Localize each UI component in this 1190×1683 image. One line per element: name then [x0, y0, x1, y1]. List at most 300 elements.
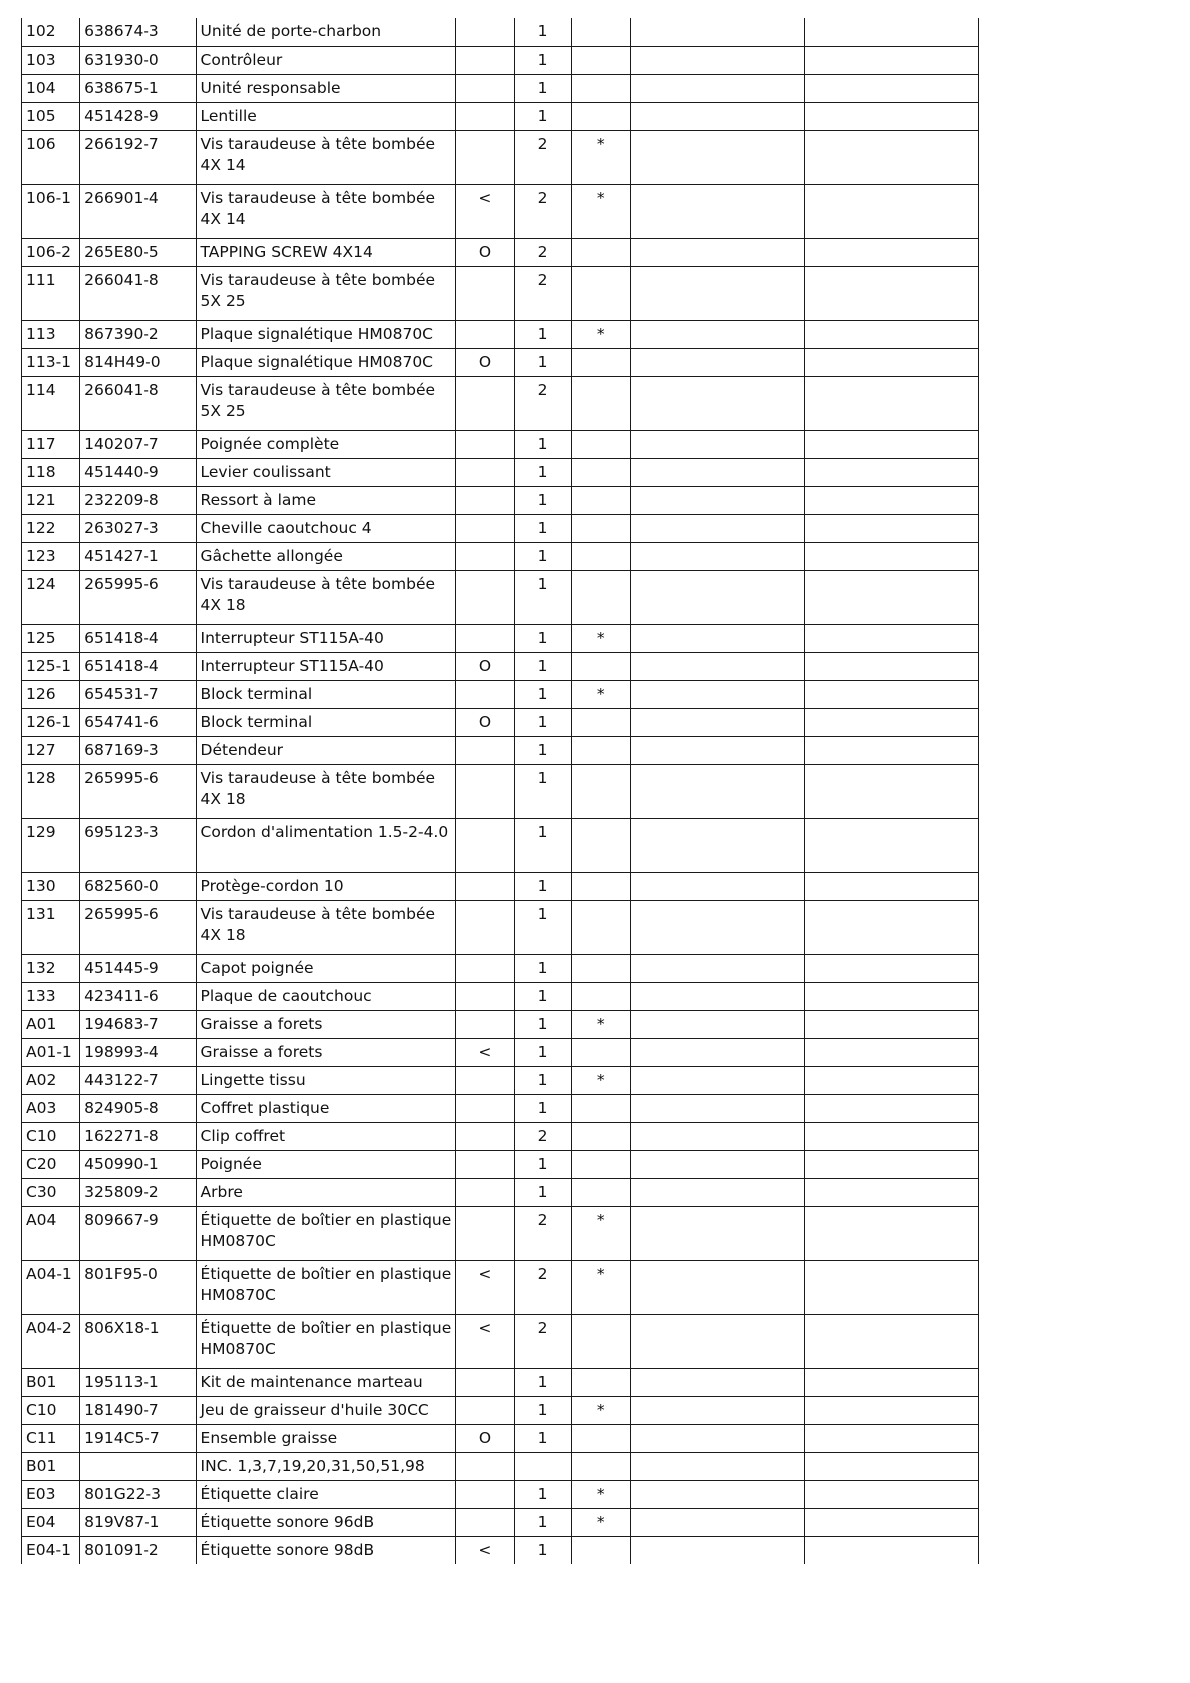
quantity-cell: 1	[514, 764, 571, 818]
quantity-cell: 2	[514, 1260, 571, 1314]
empty-cell	[805, 1424, 979, 1452]
part-number-cell: 265995-6	[80, 570, 196, 624]
note-mark-cell	[571, 954, 630, 982]
change-mark-cell: O	[456, 238, 514, 266]
empty-cell	[805, 954, 979, 982]
change-mark-cell	[456, 900, 514, 954]
note-mark-cell: *	[571, 1508, 630, 1536]
note-mark-cell: *	[571, 1206, 630, 1260]
empty-cell	[630, 1094, 805, 1122]
empty-cell	[805, 1122, 979, 1150]
note-mark-cell	[571, 1368, 630, 1396]
description-cell: Coffret plastique	[196, 1094, 456, 1122]
empty-cell	[805, 1094, 979, 1122]
empty-cell	[805, 764, 979, 818]
table-row	[22, 1150, 979, 1178]
change-mark-cell	[456, 1368, 514, 1396]
table-row	[22, 1396, 979, 1424]
empty-cell	[630, 872, 805, 900]
quantity-cell: 1	[514, 542, 571, 570]
ref-cell: 126-1	[22, 708, 80, 736]
quantity-cell: 1	[514, 74, 571, 102]
table-row	[22, 320, 979, 348]
empty-cell	[805, 1368, 979, 1396]
ref-cell: 133	[22, 982, 80, 1010]
empty-cell	[805, 238, 979, 266]
table-row	[22, 570, 979, 624]
ref-cell: 113	[22, 320, 80, 348]
description-cell: TAPPING SCREW 4X14	[196, 238, 456, 266]
description-cell: Cheville caoutchouc 4	[196, 514, 456, 542]
note-mark-cell	[571, 266, 630, 320]
empty-cell	[805, 1452, 979, 1480]
part-number-cell: 801091-2	[80, 1536, 196, 1564]
change-mark-cell: <	[456, 1260, 514, 1314]
quantity-cell: 2	[514, 376, 571, 430]
change-mark-cell	[456, 680, 514, 708]
description-cell: Étiquette de boîtier en plastique HM0870C	[196, 1314, 456, 1368]
table-row	[22, 1536, 979, 1564]
part-number-cell: 162271-8	[80, 1122, 196, 1150]
ref-cell: B01	[22, 1368, 80, 1396]
note-mark-cell: *	[571, 1480, 630, 1508]
empty-cell	[630, 954, 805, 982]
empty-cell	[630, 238, 805, 266]
change-mark-cell	[456, 1094, 514, 1122]
description-cell: Plaque signalétique HM0870C	[196, 348, 456, 376]
change-mark-cell: <	[456, 184, 514, 238]
quantity-cell: 1	[514, 900, 571, 954]
part-number-cell: 266901-4	[80, 184, 196, 238]
quantity-cell: 1	[514, 1424, 571, 1452]
empty-cell	[805, 542, 979, 570]
quantity-cell: 2	[514, 266, 571, 320]
note-mark-cell	[571, 238, 630, 266]
quantity-cell: 1	[514, 514, 571, 542]
change-mark-cell	[456, 872, 514, 900]
ref-cell: B01	[22, 1452, 80, 1480]
table-row	[22, 1178, 979, 1206]
part-number-cell: 325809-2	[80, 1178, 196, 1206]
ref-cell: 128	[22, 764, 80, 818]
description-cell: Unité responsable	[196, 74, 456, 102]
table-row	[22, 1066, 979, 1094]
change-mark-cell	[456, 1396, 514, 1424]
ref-cell: A04	[22, 1206, 80, 1260]
empty-cell	[805, 1314, 979, 1368]
empty-cell	[630, 1038, 805, 1066]
empty-cell	[630, 708, 805, 736]
empty-cell	[805, 1508, 979, 1536]
table-row	[22, 46, 979, 74]
quantity-cell: 2	[514, 238, 571, 266]
empty-cell	[630, 1480, 805, 1508]
quantity-cell: 1	[514, 1480, 571, 1508]
ref-cell: 132	[22, 954, 80, 982]
table-row	[22, 458, 979, 486]
part-number-cell: 654531-7	[80, 680, 196, 708]
ref-cell: C10	[22, 1122, 80, 1150]
empty-cell	[805, 1260, 979, 1314]
table-row	[22, 1368, 979, 1396]
table-row	[22, 430, 979, 458]
description-cell: Contrôleur	[196, 46, 456, 74]
part-number-cell: 265995-6	[80, 900, 196, 954]
quantity-cell: 1	[514, 1536, 571, 1564]
ref-cell: 122	[22, 514, 80, 542]
empty-cell	[805, 130, 979, 184]
part-number-cell: 801G22-3	[80, 1480, 196, 1508]
description-cell: Vis taraudeuse à tête bombée 4X 14	[196, 184, 456, 238]
table-row	[22, 764, 979, 818]
empty-cell	[630, 320, 805, 348]
part-number-cell: 423411-6	[80, 982, 196, 1010]
ref-cell: 106	[22, 130, 80, 184]
quantity-cell: 2	[514, 184, 571, 238]
note-mark-cell	[571, 46, 630, 74]
empty-cell	[630, 74, 805, 102]
change-mark-cell	[456, 982, 514, 1010]
note-mark-cell: *	[571, 1066, 630, 1094]
change-mark-cell	[456, 624, 514, 652]
empty-cell	[805, 1150, 979, 1178]
empty-cell	[805, 514, 979, 542]
description-cell: Graisse a forets	[196, 1038, 456, 1066]
note-mark-cell	[571, 348, 630, 376]
note-mark-cell: *	[571, 184, 630, 238]
table-row	[22, 266, 979, 320]
empty-cell	[630, 982, 805, 1010]
part-number-cell: 654741-6	[80, 708, 196, 736]
part-number-cell: 867390-2	[80, 320, 196, 348]
empty-cell	[805, 1396, 979, 1424]
change-mark-cell	[456, 1206, 514, 1260]
table-row	[22, 1038, 979, 1066]
quantity-cell	[514, 1452, 571, 1480]
note-mark-cell	[571, 74, 630, 102]
empty-cell	[805, 982, 979, 1010]
change-mark-cell	[456, 818, 514, 872]
table-row	[22, 102, 979, 130]
ref-cell: E04-1	[22, 1536, 80, 1564]
empty-cell	[630, 764, 805, 818]
empty-cell	[630, 680, 805, 708]
note-mark-cell	[571, 736, 630, 764]
description-cell: Étiquette sonore 98dB	[196, 1536, 456, 1564]
part-number-cell: 631930-0	[80, 46, 196, 74]
change-mark-cell: O	[456, 708, 514, 736]
ref-cell: 114	[22, 376, 80, 430]
note-mark-cell	[571, 102, 630, 130]
description-cell: Capot poignée	[196, 954, 456, 982]
empty-cell	[630, 1206, 805, 1260]
ref-cell: E03	[22, 1480, 80, 1508]
note-mark-cell	[571, 486, 630, 514]
empty-cell	[805, 736, 979, 764]
empty-cell	[630, 900, 805, 954]
note-mark-cell	[571, 1178, 630, 1206]
table-row	[22, 184, 979, 238]
ref-cell: 123	[22, 542, 80, 570]
change-mark-cell: O	[456, 348, 514, 376]
description-cell: Lentille	[196, 102, 456, 130]
change-mark-cell	[456, 18, 514, 46]
empty-cell	[630, 486, 805, 514]
empty-cell	[630, 1260, 805, 1314]
part-number-cell: 451427-1	[80, 542, 196, 570]
quantity-cell: 2	[514, 1206, 571, 1260]
description-cell: Vis taraudeuse à tête bombée 5X 25	[196, 266, 456, 320]
description-cell: Lingette tissu	[196, 1066, 456, 1094]
table-row	[22, 348, 979, 376]
note-mark-cell	[571, 652, 630, 680]
change-mark-cell	[456, 458, 514, 486]
note-mark-cell: *	[571, 680, 630, 708]
note-mark-cell: *	[571, 624, 630, 652]
description-cell: Étiquette claire	[196, 1480, 456, 1508]
change-mark-cell: <	[456, 1038, 514, 1066]
empty-cell	[630, 1314, 805, 1368]
part-number-cell: 140207-7	[80, 430, 196, 458]
part-number-cell: 695123-3	[80, 818, 196, 872]
empty-cell	[630, 1508, 805, 1536]
empty-cell	[805, 184, 979, 238]
empty-cell	[805, 458, 979, 486]
empty-cell	[805, 818, 979, 872]
parts-table	[21, 18, 979, 1564]
note-mark-cell	[571, 1314, 630, 1368]
description-cell: Kit de maintenance marteau	[196, 1368, 456, 1396]
quantity-cell: 1	[514, 458, 571, 486]
quantity-cell: 1	[514, 736, 571, 764]
part-number-cell: 181490-7	[80, 1396, 196, 1424]
ref-cell: 105	[22, 102, 80, 130]
empty-cell	[805, 570, 979, 624]
empty-cell	[805, 430, 979, 458]
table-row	[22, 514, 979, 542]
description-cell: Vis taraudeuse à tête bombée 4X 18	[196, 570, 456, 624]
empty-cell	[805, 486, 979, 514]
change-mark-cell	[456, 514, 514, 542]
empty-cell	[630, 736, 805, 764]
empty-cell	[805, 102, 979, 130]
ref-cell: 124	[22, 570, 80, 624]
table-row	[22, 680, 979, 708]
table-row	[22, 982, 979, 1010]
description-cell: Jeu de graisseur d'huile 30CC	[196, 1396, 456, 1424]
part-number-cell: 266041-8	[80, 376, 196, 430]
description-cell: Interrupteur ST115A-40	[196, 624, 456, 652]
note-mark-cell	[571, 900, 630, 954]
part-number-cell: 232209-8	[80, 486, 196, 514]
description-cell: Plaque de caoutchouc	[196, 982, 456, 1010]
ref-cell: C30	[22, 1178, 80, 1206]
change-mark-cell	[456, 1010, 514, 1038]
note-mark-cell: *	[571, 1010, 630, 1038]
quantity-cell: 1	[514, 46, 571, 74]
part-number-cell: 451440-9	[80, 458, 196, 486]
change-mark-cell	[456, 954, 514, 982]
change-mark-cell: <	[456, 1536, 514, 1564]
empty-cell	[630, 18, 805, 46]
quantity-cell: 1	[514, 1178, 571, 1206]
empty-cell	[630, 624, 805, 652]
quantity-cell: 1	[514, 1150, 571, 1178]
empty-cell	[630, 542, 805, 570]
description-cell: Levier coulissant	[196, 458, 456, 486]
quantity-cell: 1	[514, 1368, 571, 1396]
note-mark-cell	[571, 1094, 630, 1122]
quantity-cell: 2	[514, 1314, 571, 1368]
change-mark-cell	[456, 430, 514, 458]
change-mark-cell	[456, 266, 514, 320]
change-mark-cell	[456, 1122, 514, 1150]
ref-cell: E04	[22, 1508, 80, 1536]
description-cell: Graisse a forets	[196, 1010, 456, 1038]
empty-cell	[805, 1038, 979, 1066]
table-row	[22, 18, 979, 46]
description-cell: Vis taraudeuse à tête bombée 4X 18	[196, 764, 456, 818]
table-row	[22, 818, 979, 872]
change-mark-cell	[456, 1480, 514, 1508]
empty-cell	[805, 708, 979, 736]
description-cell: INC. 1,3,7,19,20,31,50,51,98	[196, 1452, 456, 1480]
change-mark-cell	[456, 46, 514, 74]
table-row	[22, 1206, 979, 1260]
ref-cell: 106-1	[22, 184, 80, 238]
table-row	[22, 238, 979, 266]
description-cell: Étiquette sonore 96dB	[196, 1508, 456, 1536]
empty-cell	[805, 900, 979, 954]
empty-cell	[630, 458, 805, 486]
table-row	[22, 486, 979, 514]
ref-cell: 118	[22, 458, 80, 486]
part-number-cell: 263027-3	[80, 514, 196, 542]
empty-cell	[805, 1178, 979, 1206]
quantity-cell: 1	[514, 954, 571, 982]
note-mark-cell	[571, 1122, 630, 1150]
table-row	[22, 954, 979, 982]
change-mark-cell	[456, 102, 514, 130]
note-mark-cell: *	[571, 1396, 630, 1424]
table-row	[22, 130, 979, 184]
quantity-cell: 1	[514, 348, 571, 376]
part-number-cell: 651418-4	[80, 624, 196, 652]
empty-cell	[805, 376, 979, 430]
part-number-cell: 266192-7	[80, 130, 196, 184]
quantity-cell: 1	[514, 872, 571, 900]
table-row	[22, 652, 979, 680]
description-cell: Étiquette de boîtier en plastique HM0870C	[196, 1206, 456, 1260]
part-number-cell: 814H49-0	[80, 348, 196, 376]
note-mark-cell: *	[571, 320, 630, 348]
ref-cell: 113-1	[22, 348, 80, 376]
table-row	[22, 1508, 979, 1536]
change-mark-cell	[456, 1452, 514, 1480]
empty-cell	[630, 348, 805, 376]
empty-cell	[805, 1066, 979, 1094]
empty-cell	[805, 266, 979, 320]
empty-cell	[630, 1150, 805, 1178]
part-number-cell: 801F95-0	[80, 1260, 196, 1314]
empty-cell	[805, 348, 979, 376]
description-cell: Arbre	[196, 1178, 456, 1206]
empty-cell	[805, 1536, 979, 1564]
part-number-cell: 195113-1	[80, 1368, 196, 1396]
empty-cell	[630, 1536, 805, 1564]
change-mark-cell	[456, 1178, 514, 1206]
table-row	[22, 376, 979, 430]
part-number-cell: 451445-9	[80, 954, 196, 982]
quantity-cell: 2	[514, 130, 571, 184]
ref-cell: 117	[22, 430, 80, 458]
ref-cell: A04-1	[22, 1260, 80, 1314]
change-mark-cell	[456, 1150, 514, 1178]
quantity-cell: 1	[514, 708, 571, 736]
note-mark-cell	[571, 818, 630, 872]
quantity-cell: 1	[514, 430, 571, 458]
ref-cell: 121	[22, 486, 80, 514]
table-row	[22, 542, 979, 570]
change-mark-cell	[456, 1066, 514, 1094]
note-mark-cell	[571, 514, 630, 542]
empty-cell	[805, 624, 979, 652]
ref-cell: A04-2	[22, 1314, 80, 1368]
part-number-cell: 824905-8	[80, 1094, 196, 1122]
change-mark-cell: O	[456, 652, 514, 680]
part-number-cell: 651418-4	[80, 652, 196, 680]
change-mark-cell	[456, 570, 514, 624]
quantity-cell: 1	[514, 102, 571, 130]
empty-cell	[630, 1368, 805, 1396]
empty-cell	[630, 130, 805, 184]
ref-cell: A03	[22, 1094, 80, 1122]
note-mark-cell	[571, 376, 630, 430]
ref-cell: 127	[22, 736, 80, 764]
empty-cell	[805, 1010, 979, 1038]
ref-cell: 126	[22, 680, 80, 708]
empty-cell	[630, 652, 805, 680]
change-mark-cell	[456, 376, 514, 430]
description-cell: Clip coffret	[196, 1122, 456, 1150]
quantity-cell: 1	[514, 652, 571, 680]
empty-cell	[630, 1452, 805, 1480]
ref-cell: 131	[22, 900, 80, 954]
description-cell: Poignée complète	[196, 430, 456, 458]
table-row	[22, 74, 979, 102]
note-mark-cell	[571, 570, 630, 624]
ref-cell: C10	[22, 1396, 80, 1424]
description-cell: Unité de porte-charbon	[196, 18, 456, 46]
note-mark-cell	[571, 18, 630, 46]
empty-cell	[805, 74, 979, 102]
description-cell: Poignée	[196, 1150, 456, 1178]
part-number-cell: 451428-9	[80, 102, 196, 130]
empty-cell	[630, 376, 805, 430]
description-cell: Ensemble graisse	[196, 1424, 456, 1452]
empty-cell	[630, 184, 805, 238]
ref-cell: 130	[22, 872, 80, 900]
empty-cell	[630, 1178, 805, 1206]
description-cell: Vis taraudeuse à tête bombée 5X 25	[196, 376, 456, 430]
part-number-cell: 809667-9	[80, 1206, 196, 1260]
empty-cell	[805, 680, 979, 708]
change-mark-cell	[456, 130, 514, 184]
part-number-cell: 450990-1	[80, 1150, 196, 1178]
description-cell: Détendeur	[196, 736, 456, 764]
note-mark-cell: *	[571, 130, 630, 184]
empty-cell	[805, 872, 979, 900]
